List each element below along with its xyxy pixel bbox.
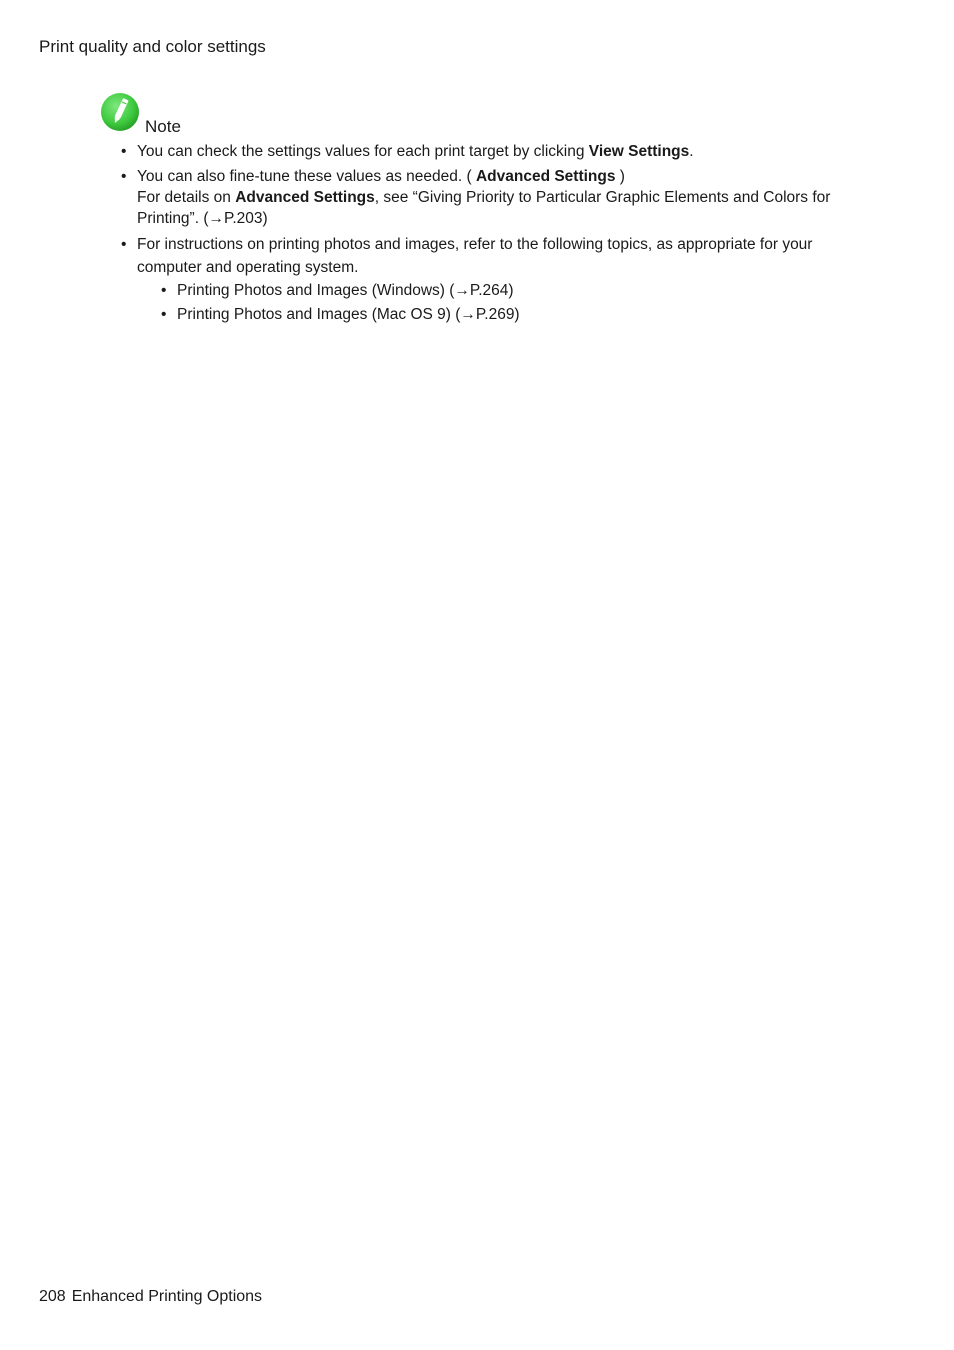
details-prefix: For details on: [137, 189, 236, 206]
note-item-view-settings: [120, 141, 860, 162]
advanced-settings-term: Advanced Settings: [235, 189, 375, 206]
note-item-text: You can check the settings values for each print target by clicking: [137, 143, 589, 160]
footer-section-title: Enhanced Printing Options: [71, 1288, 263, 1305]
page-header-title: Print quality and color settings: [39, 37, 266, 56]
advanced-settings-term: Advanced Settings: [475, 168, 616, 185]
details-reference-link[interactable]: , see “Giving Priority to Particular Graphic Elements and Colors for Printing”. (→P.203): [137, 189, 831, 227]
pencil-note-icon: [100, 92, 140, 132]
view-settings-term: View Settings: [588, 143, 690, 160]
topic-sub-list: [137, 280, 860, 325]
note-bullet-list: [120, 141, 860, 329]
note-label: Note: [145, 117, 181, 136]
note-item-end: .: [689, 143, 694, 160]
topic-link-windows[interactable]: • Printing Photos and Images (Windows) (→P.264): [160, 280, 860, 301]
note-item-text: You can also fine-tune these values as needed. (: [137, 168, 476, 185]
topic-link-mac-os-9[interactable]: • Printing Photos and Images (Mac OS 9) (→P.269): [160, 304, 860, 325]
note-item-end: ): [615, 168, 625, 185]
note-item-instructions: [120, 233, 860, 325]
page-footer: [39, 1287, 262, 1307]
note-item-fine-tune: [120, 166, 860, 229]
page-number: 208: [39, 1288, 66, 1305]
note-item-text: For instructions on printing photos and images, refer to the following topics, as appropriate for your computer and operating system.: [137, 236, 813, 276]
